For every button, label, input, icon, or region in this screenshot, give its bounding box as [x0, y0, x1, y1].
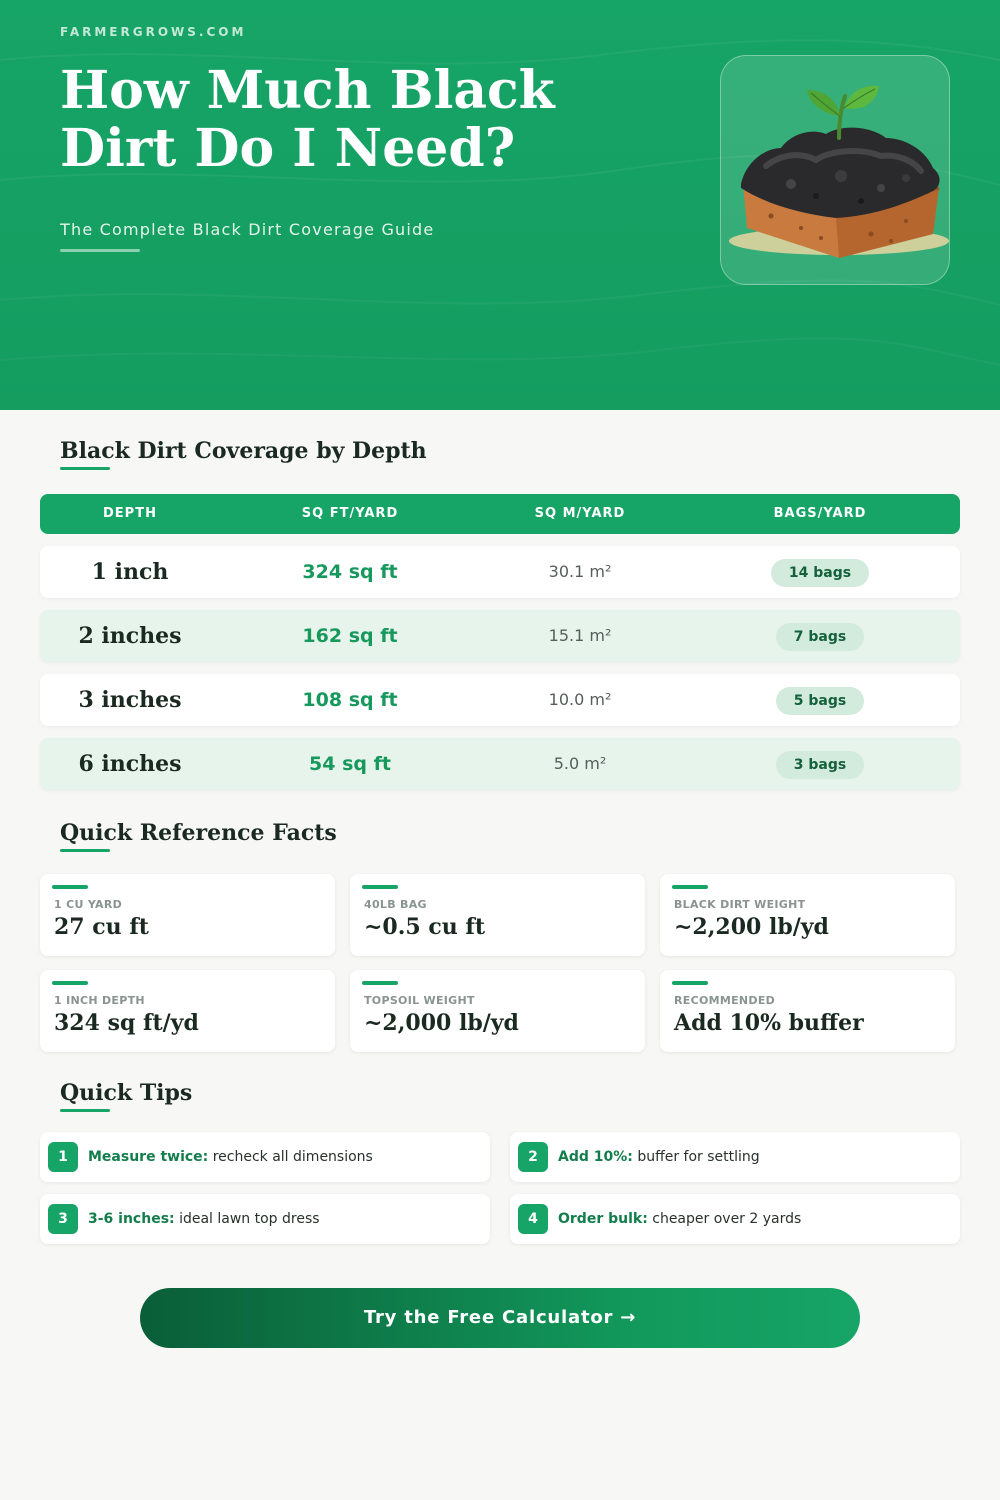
table-row [40, 738, 960, 790]
tip-heading: Add 10%: [558, 1149, 633, 1165]
tip-number-badge: 4 [518, 1204, 548, 1234]
column-header-sqm: SQ M/YARD [534, 506, 626, 521]
tip-detail: cheaper over 2 yards [647, 1211, 802, 1227]
fact-value: 324 sq ft/yd [54, 1010, 199, 1036]
tip-text [558, 1194, 801, 1244]
hero-banner [0, 0, 1000, 410]
bags-badge: 7 bags [776, 623, 864, 651]
coverage-table-header [40, 494, 960, 534]
depth-cell: 6 inches [78, 751, 182, 777]
column-header-depth: DEPTH [103, 506, 157, 521]
bags-cell [720, 610, 920, 662]
tip-heading: Measure twice: [88, 1149, 209, 1165]
page-subtitle: The Complete Black Dirt Coverage Guide [60, 220, 435, 239]
fact-value: ~2,000 lb/yd [364, 1010, 519, 1036]
tip-number-badge: 2 [518, 1142, 548, 1172]
table-row [40, 610, 960, 662]
tip-number-badge: 1 [48, 1142, 78, 1172]
table-row [40, 546, 960, 598]
sqm-cell: 30.1 m² [548, 562, 612, 581]
sqm-cell: 5.0 m² [553, 754, 607, 773]
fact-accent-bar [672, 981, 708, 985]
fact-card [350, 874, 645, 956]
fact-label: RECOMMENDED [674, 994, 776, 1007]
fact-label: 1 CU YARD [54, 898, 123, 911]
column-header-bags: BAGS/YARD [773, 506, 867, 521]
fact-value: ~2,200 lb/yd [674, 914, 829, 940]
tip-detail: recheck all dimensions [208, 1149, 373, 1165]
fact-value: 27 cu ft [54, 914, 149, 940]
tips-title-underline [60, 1109, 110, 1112]
fact-accent-bar [362, 981, 398, 985]
facts-title-underline [60, 849, 110, 852]
fact-card [350, 970, 645, 1052]
tip-card [40, 1194, 490, 1244]
depth-cell: 2 inches [78, 623, 182, 649]
fact-label: BLACK DIRT WEIGHT [674, 898, 806, 911]
fact-label: 1 INCH DEPTH [54, 994, 145, 1007]
soil-block-with-sprout-icon [721, 56, 951, 286]
sqft-cell: 324 sq ft [302, 561, 398, 583]
tip-card [40, 1132, 490, 1182]
bags-badge: 14 bags [771, 559, 869, 587]
tip-text [88, 1132, 373, 1182]
tip-detail: ideal lawn top dress [174, 1211, 320, 1227]
fact-card [40, 874, 335, 956]
bags-cell [720, 546, 920, 598]
sqm-cell: 15.1 m² [548, 626, 612, 645]
coverage-title-underline [60, 467, 110, 470]
sqm-cell: 10.0 m² [548, 690, 612, 709]
sqft-cell: 54 sq ft [309, 753, 391, 775]
fact-card [40, 970, 335, 1052]
tip-card [510, 1132, 960, 1182]
tip-detail: buffer for settling [632, 1149, 760, 1165]
tip-text [88, 1194, 320, 1244]
fact-label: TOPSOIL WEIGHT [364, 994, 475, 1007]
column-header-sqft: SQ FT/YARD [301, 506, 399, 521]
table-row [40, 674, 960, 726]
subtitle-underline [60, 249, 140, 252]
depth-cell: 1 inch [91, 559, 169, 585]
sqft-cell: 108 sq ft [302, 689, 398, 711]
sqft-cell: 162 sq ft [302, 625, 398, 647]
tip-heading: Order bulk: [558, 1211, 648, 1227]
fact-value: ~0.5 cu ft [364, 914, 486, 940]
free-calculator-button[interactable]: Try the Free Calculator → [140, 1288, 860, 1348]
fact-accent-bar [52, 885, 88, 889]
coverage-section-title: Black Dirt Coverage by Depth [60, 438, 427, 464]
fact-card [660, 874, 955, 956]
depth-cell: 3 inches [78, 687, 182, 713]
fact-accent-bar [672, 885, 708, 889]
hero-illustration-card [720, 55, 950, 285]
fact-accent-bar [52, 981, 88, 985]
tip-text [558, 1132, 760, 1182]
tip-heading: 3-6 inches: [88, 1211, 175, 1227]
facts-section-title: Quick Reference Facts [60, 820, 337, 846]
fact-accent-bar [362, 885, 398, 889]
bags-badge: 5 bags [776, 687, 864, 715]
bags-cell [720, 674, 920, 726]
page-title: How Much Black Dirt Do I Need? [60, 60, 555, 179]
bags-badge: 3 bags [776, 751, 864, 779]
tips-section-title: Quick Tips [60, 1080, 193, 1106]
tip-card [510, 1194, 960, 1244]
bags-cell [720, 738, 920, 790]
fact-card [660, 970, 955, 1052]
fact-value: Add 10% buffer [674, 1010, 864, 1036]
brand-name: FARMERGROWS.COM [60, 25, 247, 39]
fact-label: 40LB BAG [364, 898, 427, 911]
tip-number-badge: 3 [48, 1204, 78, 1234]
